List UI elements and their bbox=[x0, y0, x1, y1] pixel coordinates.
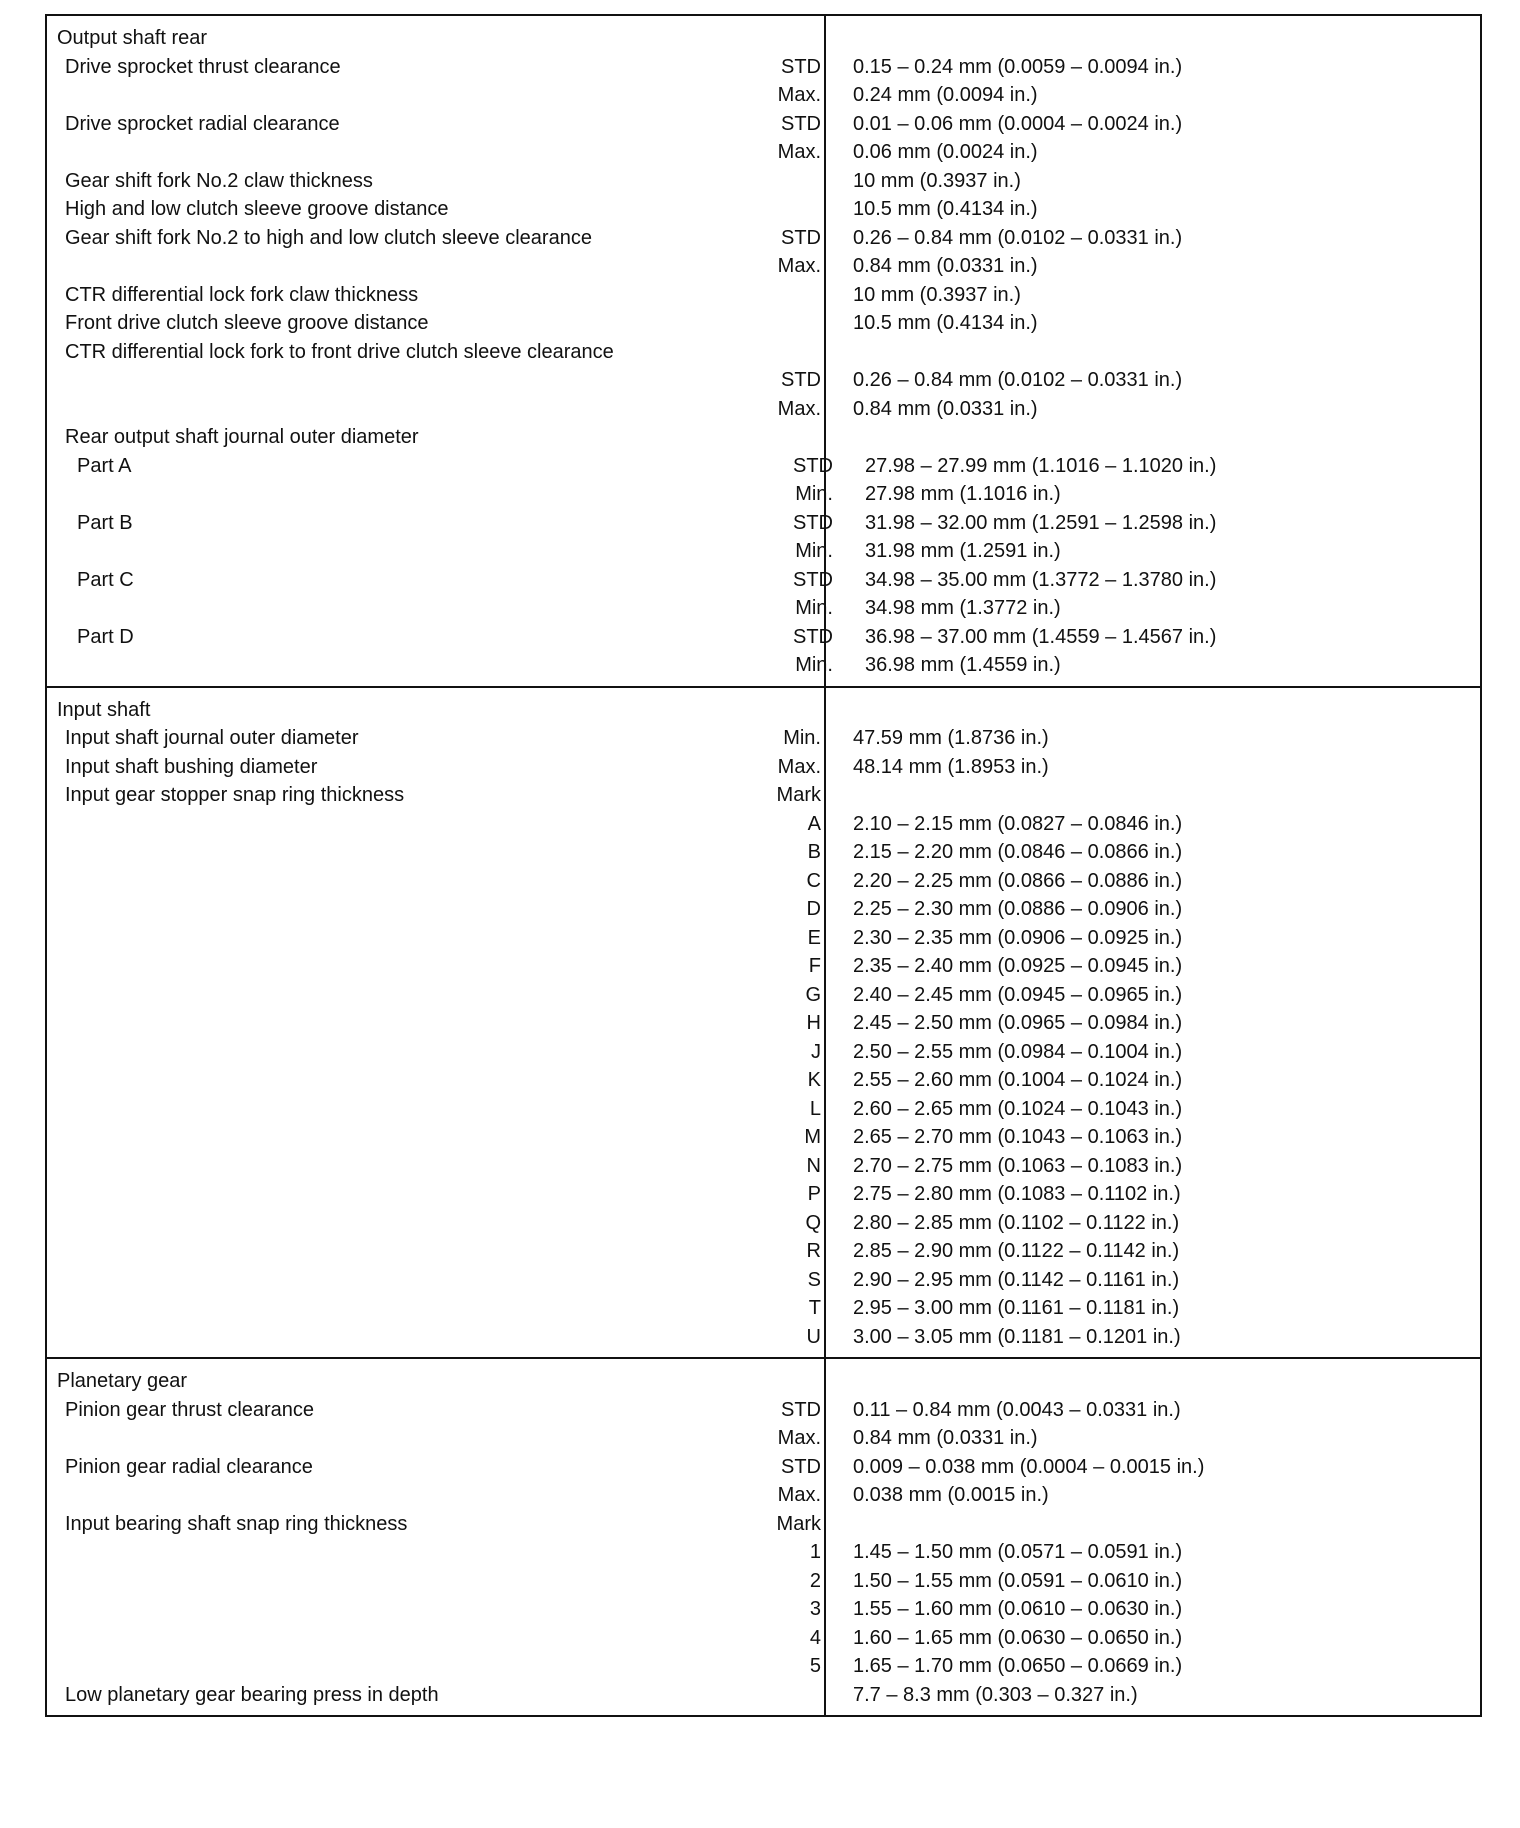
spec-row bbox=[47, 423, 1480, 452]
spec-qualifier: A bbox=[807, 812, 821, 835]
spec-value: 34.98 – 35.00 mm (1.3772 – 1.3780 in.) bbox=[865, 568, 1217, 591]
spec-section bbox=[47, 1359, 1480, 1715]
spec-value: 10 mm (0.3937 in.) bbox=[853, 169, 1021, 192]
spec-qualifier: H bbox=[806, 1012, 821, 1034]
spec-qualifier: 3 bbox=[809, 1598, 821, 1620]
spec-qualifier: STD bbox=[781, 55, 821, 78]
spec-row bbox=[47, 924, 1480, 953]
spec-row bbox=[47, 1681, 1480, 1710]
spec-qualifier: STD bbox=[781, 112, 821, 135]
spec-label: Part D bbox=[77, 625, 134, 648]
spec-value: 31.98 mm (1.2591 in.) bbox=[865, 540, 1061, 562]
spec-row bbox=[47, 724, 1480, 753]
spec-row bbox=[47, 1209, 1480, 1238]
spec-qualifier: Min. bbox=[795, 540, 833, 562]
spec-row bbox=[47, 1624, 1480, 1653]
spec-qualifier: Max. bbox=[777, 84, 821, 106]
section-title: Output shaft rear bbox=[57, 27, 208, 49]
spec-row bbox=[47, 1152, 1480, 1181]
spec-label bbox=[47, 924, 765, 953]
spec-row bbox=[47, 1652, 1480, 1681]
spec-qualifier: Min. bbox=[795, 597, 833, 619]
spec-value: 0.84 mm (0.0331 in.) bbox=[853, 255, 1038, 277]
spec-qualifier: STD bbox=[781, 1398, 821, 1421]
spec-value: 47.59 mm (1.8736 in.) bbox=[853, 727, 1049, 749]
section-title: Planetary gear bbox=[57, 1370, 188, 1392]
spec-qualifier: 1 bbox=[809, 1541, 821, 1563]
spec-qualifier: Max. bbox=[777, 1484, 821, 1506]
spec-row bbox=[47, 1180, 1480, 1209]
spec-label: Pinion gear thrust clearance bbox=[65, 1398, 315, 1421]
spec-label bbox=[47, 537, 777, 566]
spec-label bbox=[47, 1009, 765, 1038]
spec-label bbox=[47, 395, 765, 424]
spec-label bbox=[47, 952, 765, 981]
spec-qualifier: G bbox=[805, 983, 821, 1006]
spec-row bbox=[47, 810, 1480, 839]
spec-qualifier: Max. bbox=[777, 255, 821, 277]
spec-qualifier: STD bbox=[781, 369, 821, 391]
spec-value: 2.80 – 2.85 mm (0.1102 – 0.1122 in.) bbox=[853, 1211, 1180, 1234]
spec-label bbox=[47, 1481, 765, 1510]
spec-label: Input shaft bushing diameter bbox=[65, 755, 318, 778]
spec-qualifier: 5 bbox=[809, 1655, 821, 1677]
spec-value: 2.30 – 2.35 mm (0.0906 – 0.0925 in.) bbox=[853, 926, 1183, 949]
spec-row bbox=[47, 509, 1480, 538]
spec-value: 2.60 – 2.65 mm (0.1024 – 0.1043 in.) bbox=[853, 1097, 1183, 1120]
spec-label: CTR differential lock fork to front drive clutch sleeve clearance bbox=[65, 340, 614, 363]
spec-value: 2.95 – 3.00 mm (0.1161 – 0.1181 in.) bbox=[853, 1297, 1180, 1319]
spec-row bbox=[47, 867, 1480, 896]
spec-row bbox=[47, 1038, 1480, 1067]
spec-value: 0.038 mm (0.0015 in.) bbox=[853, 1484, 1049, 1506]
spec-qualifier: Q bbox=[805, 1211, 821, 1234]
spec-value: 2.40 – 2.45 mm (0.0945 – 0.0965 in.) bbox=[853, 983, 1183, 1006]
spec-row bbox=[47, 1538, 1480, 1567]
spec-label bbox=[47, 81, 765, 110]
spec-qualifier: N bbox=[806, 1154, 821, 1177]
spec-value: 0.06 mm (0.0024 in.) bbox=[853, 141, 1038, 163]
spec-value: 3.00 – 3.05 mm (0.1181 – 0.1201 in.) bbox=[853, 1325, 1181, 1348]
spec-qualifier: S bbox=[807, 1268, 821, 1291]
spec-row bbox=[47, 1424, 1480, 1453]
spec-value bbox=[842, 1510, 853, 1539]
spec-row bbox=[47, 952, 1480, 981]
spec-row bbox=[47, 781, 1480, 810]
spec-row bbox=[47, 309, 1480, 338]
spec-row bbox=[47, 594, 1480, 623]
spec-value: 27.98 mm (1.1016 in.) bbox=[865, 483, 1061, 505]
spec-section bbox=[47, 688, 1480, 1360]
spec-value: 1.65 – 1.70 mm (0.0650 – 0.0669 in.) bbox=[853, 1655, 1183, 1677]
spec-qualifier bbox=[765, 195, 829, 224]
spec-qualifier: STD bbox=[793, 568, 833, 591]
spec-row bbox=[47, 53, 1480, 82]
spec-row bbox=[47, 81, 1480, 110]
spec-label bbox=[47, 1152, 765, 1181]
spec-qualifier: P bbox=[807, 1183, 821, 1205]
spec-value: 36.98 – 37.00 mm (1.4559 – 1.4567 in.) bbox=[865, 625, 1217, 648]
spec-value: 0.01 – 0.06 mm (0.0004 – 0.0024 in.) bbox=[853, 112, 1183, 135]
spec-row bbox=[47, 838, 1480, 867]
spec-label: Part A bbox=[77, 454, 132, 477]
spec-section bbox=[47, 16, 1480, 688]
spec-label bbox=[47, 480, 777, 509]
spec-value: 48.14 mm (1.8953 in.) bbox=[853, 755, 1049, 778]
spec-label: Pinion gear radial clearance bbox=[65, 1455, 313, 1478]
spec-value bbox=[842, 781, 853, 810]
spec-label: Input bearing shaft snap ring thickness bbox=[65, 1512, 408, 1535]
spec-label: Front drive clutch sleeve groove distance bbox=[65, 312, 429, 334]
spec-qualifier: Min. bbox=[783, 727, 821, 749]
spec-value bbox=[842, 338, 853, 367]
spec-label bbox=[47, 1538, 765, 1567]
spec-qualifier: STD bbox=[793, 454, 833, 477]
spec-label bbox=[47, 867, 765, 896]
spec-value: 2.90 – 2.95 mm (0.1142 – 0.1161 in.) bbox=[853, 1268, 1180, 1291]
spec-label bbox=[47, 981, 765, 1010]
spec-qualifier bbox=[765, 423, 829, 452]
spec-label: Gear shift fork No.2 to high and low clutch sleeve clearance bbox=[65, 226, 592, 249]
spec-row bbox=[47, 1595, 1480, 1624]
spec-row bbox=[47, 1323, 1480, 1352]
spec-label bbox=[47, 1066, 765, 1095]
spec-value: 0.11 – 0.84 mm (0.0043 – 0.0331 in.) bbox=[853, 1398, 1181, 1421]
spec-value: 2.70 – 2.75 mm (0.1063 – 0.1083 in.) bbox=[853, 1154, 1183, 1177]
spec-value: 10 mm (0.3937 in.) bbox=[853, 283, 1021, 306]
spec-row bbox=[47, 110, 1480, 139]
spec-value: 2.20 – 2.25 mm (0.0866 – 0.0886 in.) bbox=[853, 869, 1183, 892]
spec-qualifier: STD bbox=[793, 511, 833, 534]
spec-value: 2.15 – 2.20 mm (0.0846 – 0.0866 in.) bbox=[853, 841, 1183, 863]
spec-value: 34.98 mm (1.3772 in.) bbox=[865, 597, 1061, 619]
spec-label bbox=[47, 594, 777, 623]
spec-label: Drive sprocket thrust clearance bbox=[65, 55, 341, 78]
spec-value: 1.45 – 1.50 mm (0.0571 – 0.0591 in.) bbox=[853, 1541, 1183, 1563]
spec-qualifier: Mark bbox=[776, 784, 821, 806]
spec-qualifier: L bbox=[809, 1097, 821, 1120]
spec-value: 2.35 – 2.40 mm (0.0925 – 0.0945 in.) bbox=[853, 955, 1183, 977]
spec-row bbox=[47, 566, 1480, 595]
spec-row bbox=[47, 623, 1480, 652]
spec-row bbox=[47, 895, 1480, 924]
spec-value: 1.50 – 1.55 mm (0.0591 – 0.0610 in.) bbox=[853, 1569, 1183, 1592]
spec-qualifier: M bbox=[804, 1126, 821, 1148]
spec-value: 0.15 – 0.24 mm (0.0059 – 0.0094 in.) bbox=[853, 55, 1183, 78]
spec-row bbox=[47, 395, 1480, 424]
spec-value: 2.85 – 2.90 mm (0.1122 – 0.1142 in.) bbox=[853, 1240, 1180, 1262]
spec-qualifier: Max. bbox=[777, 755, 821, 778]
spec-row bbox=[47, 1266, 1480, 1295]
spec-label bbox=[47, 138, 765, 167]
spec-qualifier: C bbox=[806, 869, 821, 892]
spec-label: Rear output shaft journal outer diameter bbox=[65, 426, 419, 448]
spec-value: 1.60 – 1.65 mm (0.0630 – 0.0650 in.) bbox=[853, 1626, 1183, 1649]
spec-label bbox=[47, 810, 765, 839]
spec-label bbox=[47, 1652, 765, 1681]
spec-label bbox=[47, 1595, 765, 1624]
spec-row bbox=[47, 1009, 1480, 1038]
spec-value: 2.45 – 2.50 mm (0.0965 – 0.0984 in.) bbox=[853, 1012, 1183, 1034]
spec-table bbox=[45, 14, 1482, 1717]
spec-label bbox=[47, 895, 765, 924]
spec-qualifier bbox=[765, 309, 829, 338]
spec-value: 1.55 – 1.60 mm (0.0610 – 0.0630 in.) bbox=[853, 1598, 1183, 1620]
spec-value: 2.65 – 2.70 mm (0.1043 – 0.1063 in.) bbox=[853, 1126, 1183, 1148]
spec-qualifier: R bbox=[806, 1240, 821, 1262]
spec-row bbox=[47, 452, 1480, 481]
spec-qualifier: F bbox=[808, 955, 821, 977]
spec-label bbox=[47, 1424, 765, 1453]
spec-row bbox=[47, 167, 1480, 196]
spec-row bbox=[47, 1453, 1480, 1482]
spec-qualifier: 4 bbox=[809, 1626, 821, 1649]
spec-label: CTR differential lock fork claw thickness bbox=[65, 283, 419, 306]
spec-qualifier: Mark bbox=[776, 1512, 821, 1535]
spec-value: 0.24 mm (0.0094 in.) bbox=[853, 84, 1038, 106]
spec-label: Drive sprocket radial clearance bbox=[65, 112, 340, 135]
spec-row bbox=[47, 1510, 1480, 1539]
spec-label: Input shaft journal outer diameter bbox=[65, 727, 359, 749]
spec-label bbox=[47, 1095, 765, 1124]
spec-value: 0.009 – 0.038 mm (0.0004 – 0.0015 in.) bbox=[853, 1455, 1205, 1478]
spec-label bbox=[47, 1266, 765, 1295]
spec-row bbox=[47, 281, 1480, 310]
spec-qualifier: Max. bbox=[777, 397, 821, 420]
spec-value: 0.84 mm (0.0331 in.) bbox=[853, 1427, 1038, 1449]
spec-value: 27.98 – 27.99 mm (1.1016 – 1.1020 in.) bbox=[865, 454, 1217, 477]
spec-label: Low planetary gear bearing press in depth bbox=[65, 1683, 439, 1706]
spec-qualifier: Max. bbox=[777, 1427, 821, 1449]
spec-qualifier: T bbox=[808, 1297, 821, 1319]
spec-qualifier: STD bbox=[793, 625, 833, 648]
spec-qualifier: Min. bbox=[795, 654, 833, 676]
spec-value: 2.50 – 2.55 mm (0.0984 – 0.1004 in.) bbox=[853, 1040, 1183, 1063]
spec-label: Gear shift fork No.2 claw thickness bbox=[65, 169, 373, 192]
spec-row bbox=[47, 1123, 1480, 1152]
spec-label: Part B bbox=[77, 511, 133, 534]
spec-qualifier bbox=[765, 281, 829, 310]
spec-qualifier: Min. bbox=[795, 483, 833, 505]
spec-qualifier: Max. bbox=[777, 141, 821, 163]
spec-qualifier: D bbox=[806, 898, 821, 920]
spec-row bbox=[47, 651, 1480, 680]
spec-value: 10.5 mm (0.4134 in.) bbox=[853, 198, 1038, 220]
spec-label bbox=[47, 1323, 765, 1352]
spec-row bbox=[47, 981, 1480, 1010]
spec-qualifier: K bbox=[807, 1069, 821, 1091]
spec-label: High and low clutch sleeve groove distance bbox=[65, 198, 449, 220]
spec-value: 0.26 – 0.84 mm (0.0102 – 0.0331 in.) bbox=[853, 369, 1183, 391]
spec-label bbox=[47, 1567, 765, 1596]
spec-row bbox=[47, 1294, 1480, 1323]
spec-label bbox=[47, 651, 777, 680]
spec-qualifier: 2 bbox=[809, 1569, 821, 1592]
spec-row bbox=[47, 480, 1480, 509]
spec-label bbox=[47, 366, 765, 395]
spec-row bbox=[47, 138, 1480, 167]
spec-row bbox=[47, 366, 1480, 395]
spec-label bbox=[47, 252, 765, 281]
spec-qualifier: J bbox=[811, 1040, 821, 1063]
spec-value: 10.5 mm (0.4134 in.) bbox=[853, 312, 1038, 334]
spec-label bbox=[47, 1209, 765, 1238]
spec-row bbox=[47, 195, 1480, 224]
spec-label bbox=[47, 1237, 765, 1266]
spec-row bbox=[47, 1095, 1480, 1124]
spec-value: 7.7 – 8.3 mm (0.303 – 0.327 in.) bbox=[853, 1683, 1138, 1706]
spec-value: 2.75 – 2.80 mm (0.1083 – 0.1102 in.) bbox=[853, 1183, 1181, 1205]
spec-qualifier: E bbox=[807, 926, 821, 949]
spec-row bbox=[47, 224, 1480, 253]
spec-row bbox=[47, 753, 1480, 782]
spec-qualifier: STD bbox=[781, 1455, 821, 1478]
spec-value: 2.55 – 2.60 mm (0.1004 – 0.1024 in.) bbox=[853, 1069, 1183, 1091]
spec-label bbox=[47, 1294, 765, 1323]
spec-qualifier bbox=[765, 338, 829, 367]
spec-label bbox=[47, 1038, 765, 1067]
spec-row bbox=[47, 1567, 1480, 1596]
spec-row bbox=[47, 1066, 1480, 1095]
spec-row bbox=[47, 537, 1480, 566]
spec-row bbox=[47, 1237, 1480, 1266]
spec-value: 36.98 mm (1.4559 in.) bbox=[865, 654, 1061, 676]
spec-label bbox=[47, 1180, 765, 1209]
section-title: Input shaft bbox=[57, 698, 151, 721]
spec-value: 0.26 – 0.84 mm (0.0102 – 0.0331 in.) bbox=[853, 226, 1183, 249]
spec-value: 2.25 – 2.30 mm (0.0886 – 0.0906 in.) bbox=[853, 898, 1183, 920]
spec-qualifier: STD bbox=[781, 226, 821, 249]
spec-value: 2.10 – 2.15 mm (0.0827 – 0.0846 in.) bbox=[853, 812, 1183, 835]
spec-qualifier: B bbox=[807, 841, 821, 863]
spec-label: Input gear stopper snap ring thickness bbox=[65, 784, 405, 806]
spec-qualifier bbox=[765, 1681, 829, 1710]
spec-label bbox=[47, 838, 765, 867]
spec-qualifier: U bbox=[806, 1325, 821, 1348]
spec-value bbox=[842, 423, 853, 452]
spec-value: 31.98 – 32.00 mm (1.2591 – 1.2598 in.) bbox=[865, 511, 1217, 534]
spec-row bbox=[47, 1396, 1480, 1425]
spec-label bbox=[47, 1624, 765, 1653]
spec-row bbox=[47, 338, 1480, 367]
spec-label bbox=[47, 1123, 765, 1152]
spec-qualifier bbox=[765, 167, 829, 196]
spec-label: Part C bbox=[77, 568, 134, 591]
spec-row bbox=[47, 1481, 1480, 1510]
spec-value: 0.84 mm (0.0331 in.) bbox=[853, 397, 1038, 420]
spec-row bbox=[47, 252, 1480, 281]
